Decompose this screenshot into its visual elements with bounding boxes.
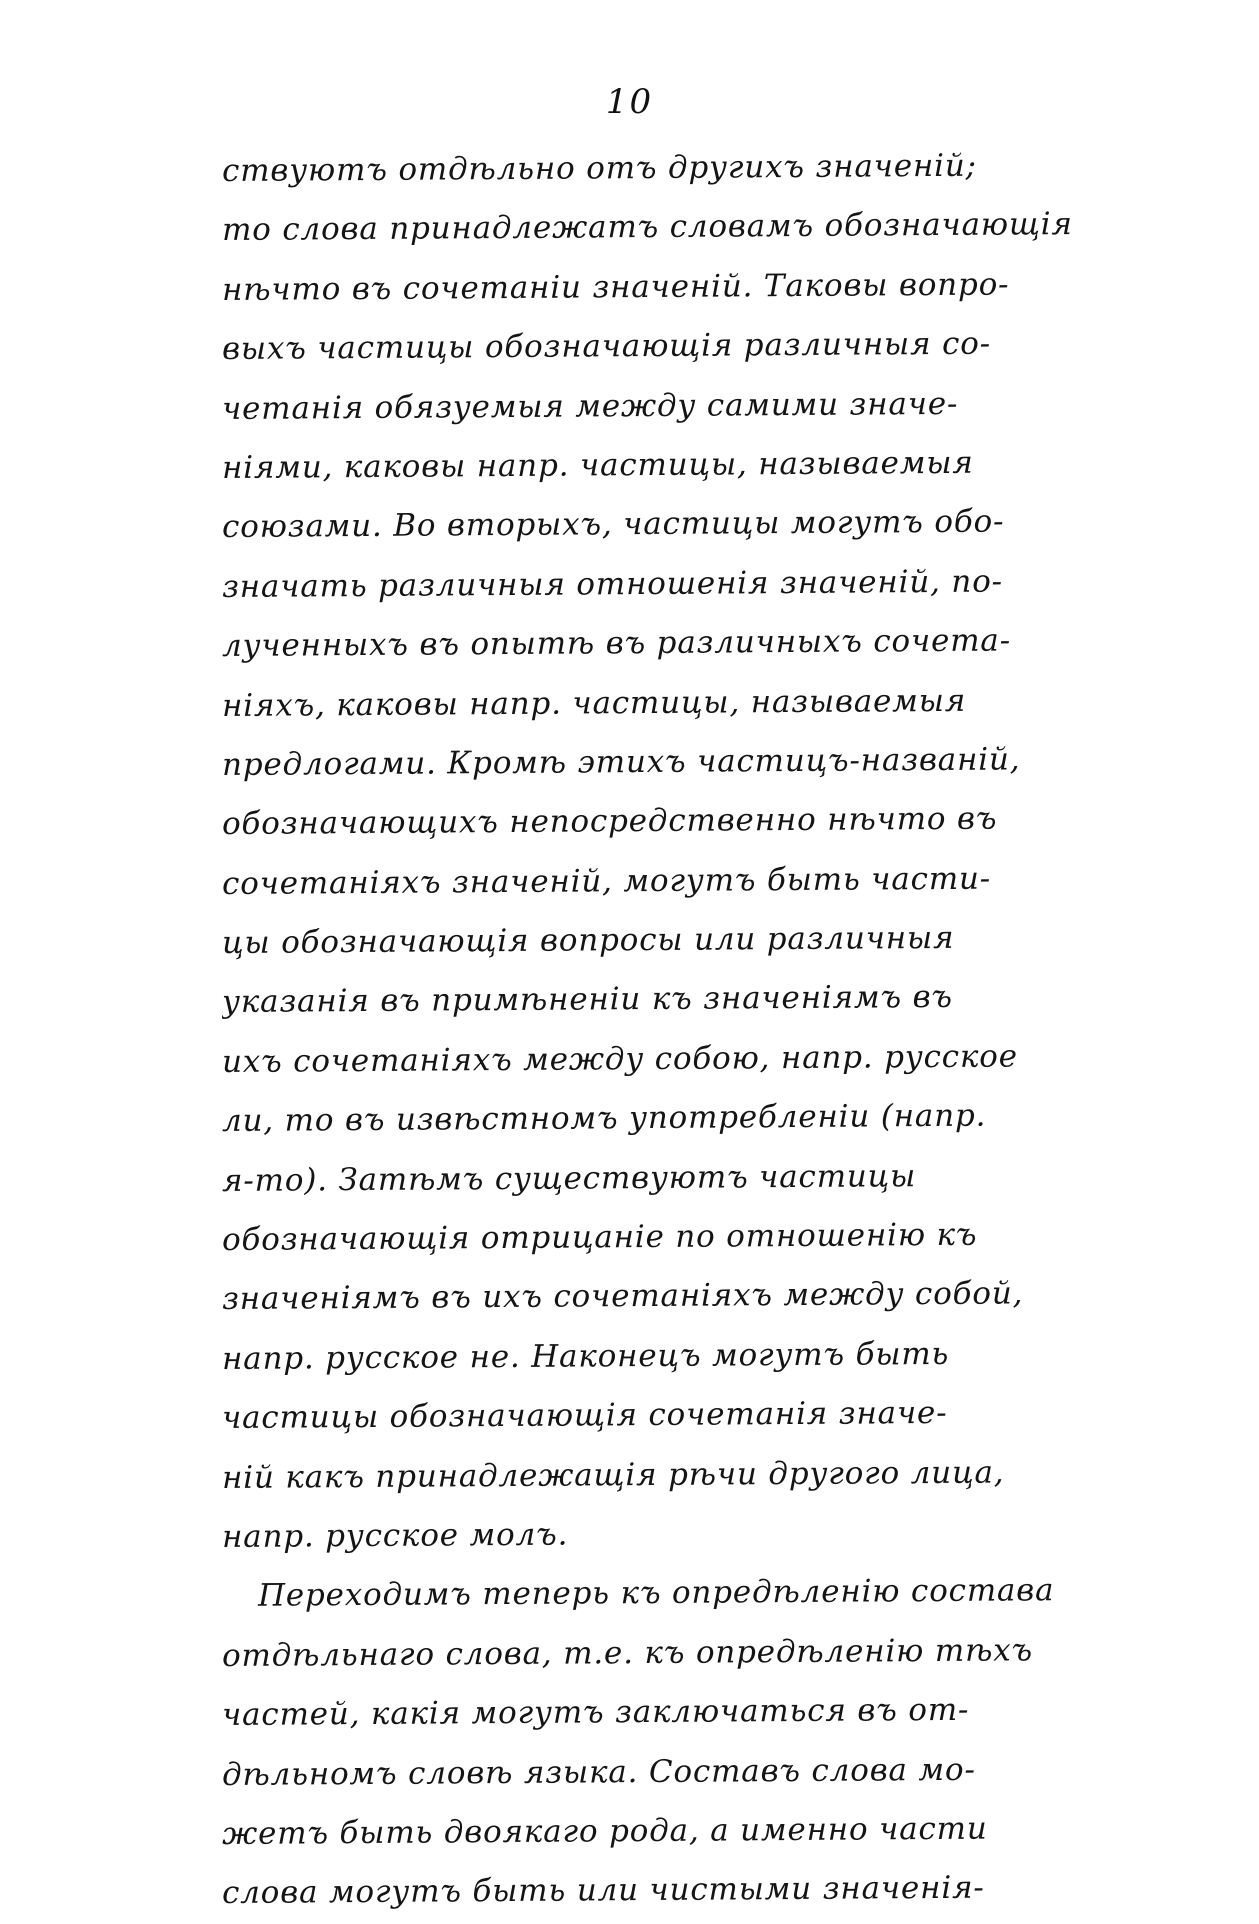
text-line: частей, какія могутъ заключаться въ от- xyxy=(221,1691,970,1734)
text-line: то слова принадлежатъ словамъ обозначающія xyxy=(221,206,1073,249)
text-line: указанія въ примѣненіи къ значеніямъ въ xyxy=(221,979,953,1021)
text-line: цы обозначающія вопросы или различныя xyxy=(221,919,955,962)
text-line: сочетаніяхъ значеній, могутъ быть части- xyxy=(221,860,992,902)
text-line: ніяхъ, каковы напр. частицы, называемыя xyxy=(221,682,967,724)
text-line: ній какъ принадлежащія рѣчи другого лица, xyxy=(221,1454,1005,1496)
text-line: обозначающія отрицаніе по отношенію къ xyxy=(221,1216,978,1259)
text-line: четанія обязуемыя между самими значе- xyxy=(221,385,959,427)
text-line: частицы обозначающія сочетанія значе- xyxy=(221,1395,948,1437)
text-line: жетъ быть двоякаго рода, а именно части xyxy=(221,1810,988,1852)
text-line: предлогами. Кромѣ этихъ частицъ-названій, xyxy=(221,741,1021,783)
text-line: обозначающихъ непосредственно нѣчто въ xyxy=(221,800,998,843)
text-line: союзами. Во вторыхъ, частицы могутъ обо- xyxy=(221,503,1005,546)
handwritten-text-block xyxy=(222,142,1102,1924)
text-line: дѣльномъ словѣ языка. Составъ слова мо- xyxy=(221,1751,976,1793)
text-line: лученныхъ въ опытѣ въ различныхъ сочета- xyxy=(221,622,1012,665)
text-line: выхъ частицы обозначающія различныя со- xyxy=(221,325,992,368)
text-line: нѣчто въ сочетаніи значеній. Таковы вопро- xyxy=(221,266,1010,308)
text-line: отдѣльнаго слова, т.е. къ опредѣленію тѣхъ xyxy=(221,1632,1034,1674)
text-line: ихъ сочетаніяхъ между собою, напр. русское xyxy=(221,1038,1018,1080)
text-line: напр. русское не. Наконецъ могутъ быть xyxy=(221,1335,950,1377)
text-line: Переходимъ теперь къ опредѣленію состава xyxy=(257,1572,1055,1615)
page-number: 10 xyxy=(605,82,654,122)
text-line: значать различныя отношенія значеній, по- xyxy=(221,563,1003,605)
text-line: ніями, каковы напр. частицы, называемыя xyxy=(221,444,974,486)
text-line: ли, то въ извѣстномъ употребленіи (напр. xyxy=(221,1097,987,1140)
text-line: слова могутъ быть или чистыми значенія- xyxy=(221,1870,985,1912)
text-line: ствуютъ отдѣльно отъ другихъ значеній; xyxy=(221,147,977,189)
text-line: значеніямъ въ ихъ сочетаніяхъ между собой, xyxy=(221,1275,1024,1318)
text-line: я-то). Затѣмъ существуютъ частицы xyxy=(221,1157,917,1199)
text-line: напр. русское молъ. xyxy=(221,1516,569,1555)
